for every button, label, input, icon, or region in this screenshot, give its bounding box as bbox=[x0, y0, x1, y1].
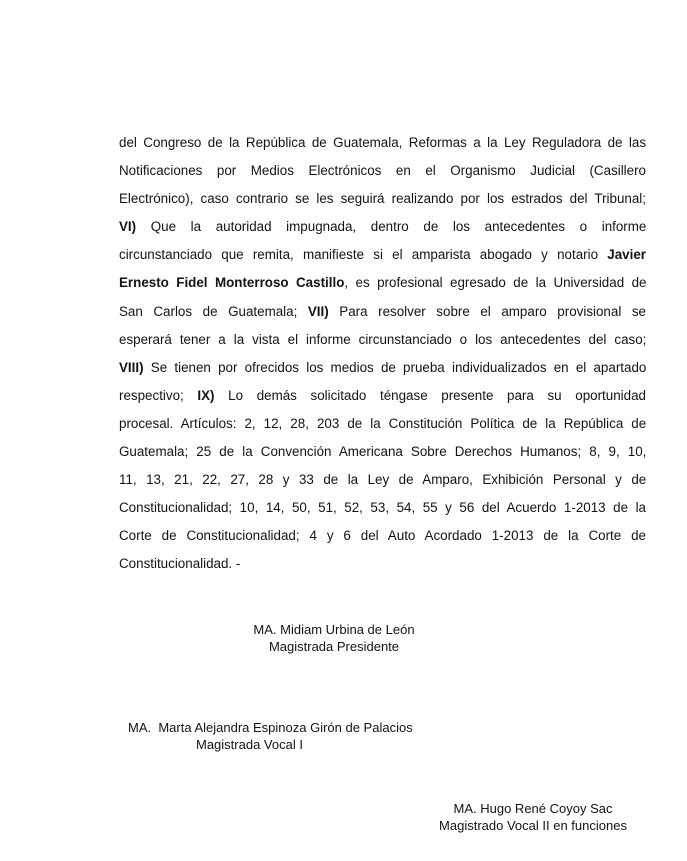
paragraph-line bbox=[119, 298, 646, 326]
paragraph-line bbox=[119, 382, 646, 410]
bold-text-segment: Ernesto Fidel Monterroso Castillo bbox=[119, 275, 345, 291]
signatory-name: MA. Midiam Urbina de León bbox=[253, 622, 415, 637]
text-segment: Electrónico), caso contrario se les seguirá realizando por los estrados del Tribunal; bbox=[119, 191, 646, 207]
text-segment: del Congreso de la República de Guatemala, Reformas a la Ley Reguladora de las bbox=[119, 135, 647, 150]
signature-block-vocal-2 bbox=[430, 800, 636, 834]
text-segment: Para resolver sobre el amparo provisional se bbox=[328, 303, 647, 319]
signature-block-president bbox=[245, 621, 423, 655]
signatory-title: Magistrada Vocal I bbox=[196, 737, 303, 752]
text-segment: 11, 13, 21, 22, 27, 28 y 33 de la Ley de Amparo, Exhibición Personal y de bbox=[119, 472, 647, 488]
paragraph-line bbox=[119, 354, 646, 382]
text-segment: , es profesional egresado de la Universidad de bbox=[344, 275, 647, 291]
bold-text-segment: VIII) bbox=[119, 359, 144, 375]
resolution-body-text bbox=[119, 129, 646, 579]
text-segment: Notificaciones por Medios Electrónicos en el Organismo Judicial (Casillero bbox=[119, 163, 646, 179]
paragraph-line bbox=[119, 326, 646, 354]
text-segment: Guatemala; 25 de la Convención Americana Sobre Derechos Humanos; 8, 9, 10, bbox=[119, 444, 647, 460]
signature-block-vocal-1 bbox=[128, 719, 413, 753]
bold-text-segment: VI) bbox=[119, 219, 137, 235]
signatory-name: MA. Marta Alejandra Espinoza Girón de Palacios bbox=[128, 720, 413, 735]
paragraph-line bbox=[119, 522, 646, 550]
text-segment: Que la autoridad impugnada, dentro de los antecedentes o informe bbox=[136, 219, 647, 235]
paragraph-line bbox=[119, 550, 646, 578]
text-segment: Lo demás solicitado téngase presente para su oportunidad bbox=[214, 387, 646, 403]
signatory-title: Magistrado Vocal II en funciones bbox=[439, 818, 627, 833]
signatory-name: MA. Hugo René Coyoy Sac bbox=[453, 801, 613, 816]
bold-text-segment: VII) bbox=[307, 303, 329, 319]
text-segment: Constitucionalidad. - bbox=[119, 556, 241, 572]
paragraph-line bbox=[119, 410, 646, 438]
paragraph-line bbox=[119, 129, 646, 157]
paragraph-line bbox=[119, 438, 646, 466]
paragraph-line bbox=[119, 157, 646, 185]
text-segment: circunstanciado que remita, manifieste si el amparista abogado y notario bbox=[119, 247, 608, 263]
paragraph-line bbox=[119, 185, 646, 213]
paragraph-line bbox=[119, 466, 646, 494]
paragraph-line bbox=[119, 241, 646, 269]
paragraph-line bbox=[119, 269, 646, 297]
text-segment: Corte de Constitucionalidad; 4 y 6 del Auto Acordado 1-2013 de la Corte de bbox=[119, 528, 646, 544]
text-segment: Se tienen por ofrecidos los medios de prueba individualizados en el apartado bbox=[143, 359, 647, 375]
bold-text-segment: Javier bbox=[607, 247, 646, 263]
signatory-title: Magistrada Presidente bbox=[268, 639, 400, 654]
text-segment: Constitucionalidad; 10, 14, 50, 51, 52, 53, 54, 55 y 56 del Acuerdo 1-2013 de la bbox=[119, 500, 646, 516]
paragraph-line bbox=[119, 213, 646, 241]
text-segment: respectivo; bbox=[119, 387, 198, 403]
paragraph-line bbox=[119, 494, 646, 522]
text-segment: San Carlos de Guatemala; bbox=[119, 303, 308, 319]
text-segment: esperará tener a la vista el informe circunstanciado o los antecedentes del caso; bbox=[119, 331, 647, 347]
text-segment: procesal. Artículos: 2, 12, 28, 203 de la Constitución Política de la República de bbox=[119, 415, 647, 431]
bold-text-segment: IX) bbox=[197, 387, 215, 403]
